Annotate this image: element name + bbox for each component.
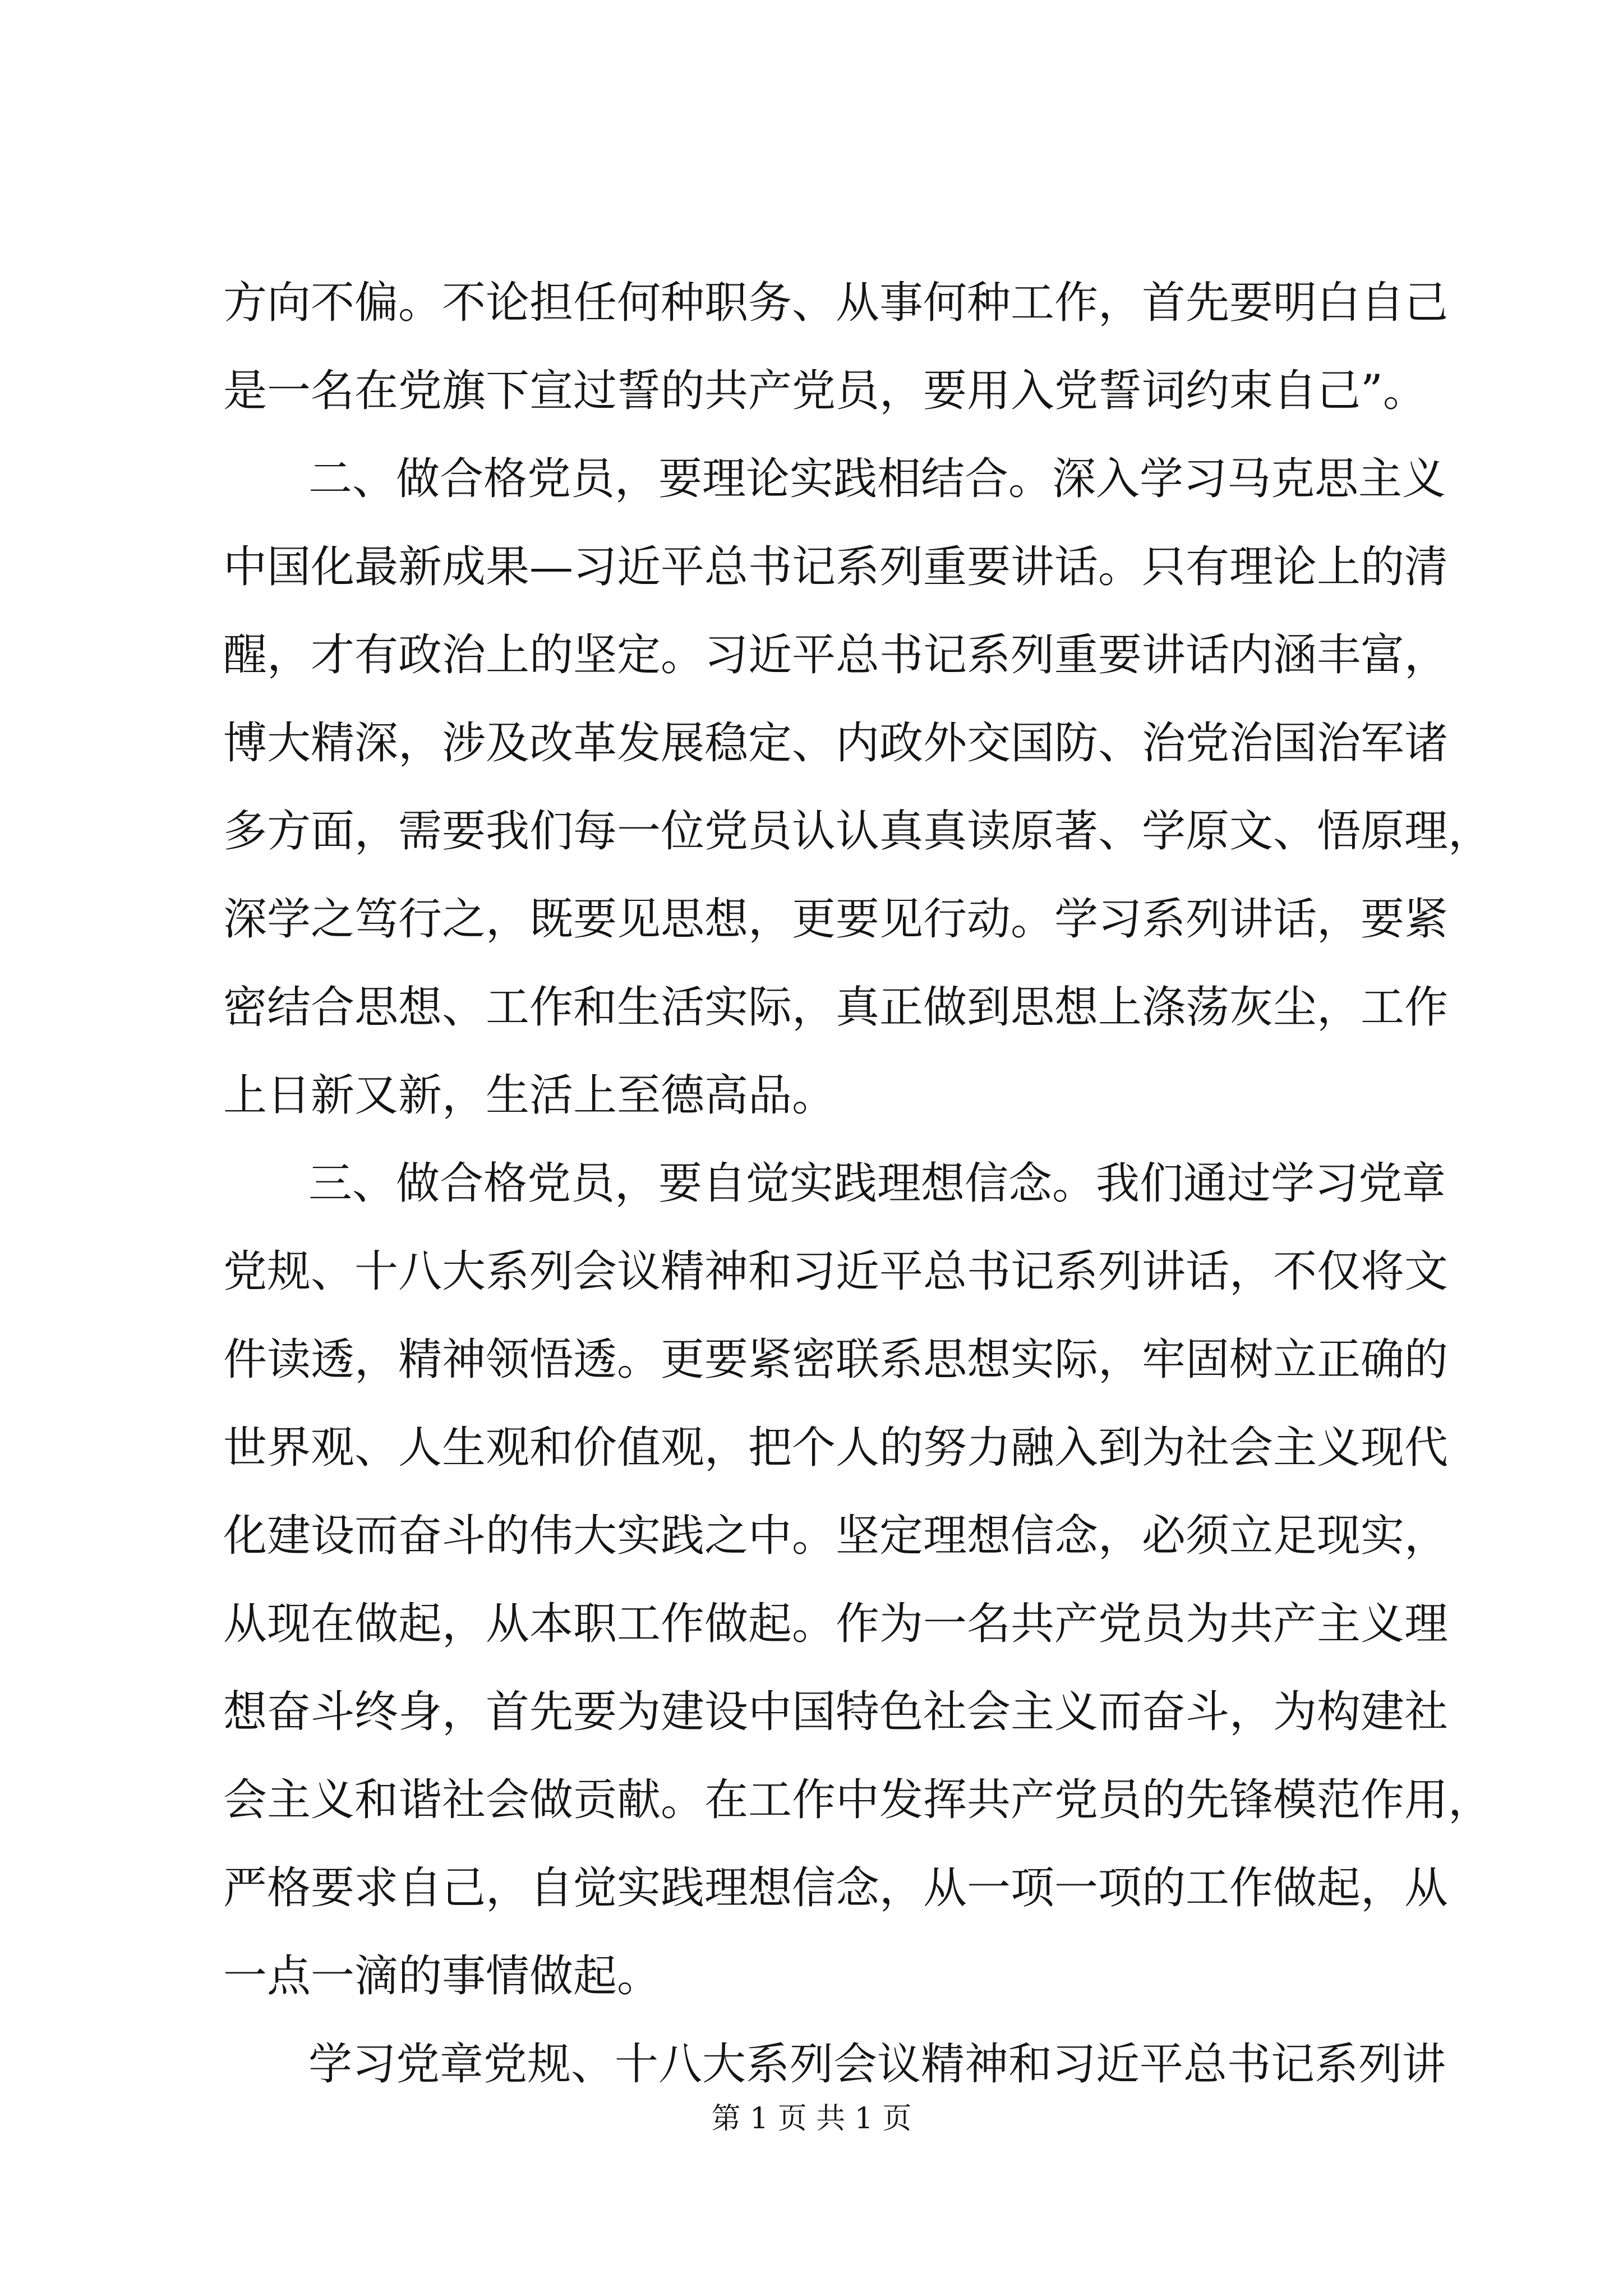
text-line: 化建设而奋斗的伟大实践之中。坚定理想信念，必须立足现实，	[223, 1511, 1449, 1561]
text-line: 严格要求自己，自觉实践理想信念，从一项一项的工作做起，从	[223, 1863, 1449, 1913]
text-line: 世界观、人生观和价值观，把个人的努力融入到为社会主义现代	[223, 1423, 1449, 1473]
document-body	[223, 259, 1492, 2109]
text-line: 多方面，需要我们每一位党员认认真真读原著、学原文、悟原理，	[223, 806, 1492, 857]
text-line: 从现在做起，从本职工作做起。作为一名共产党员为共产主义理	[223, 1599, 1449, 1649]
text-line: 三、做合格党员，要自觉实践理想信念。我们通过学习党章	[308, 1158, 1446, 1209]
text-line: 想奋斗终身，首先要为建设中国特色社会主义而奋斗，为构建社	[223, 1687, 1449, 1737]
text-line: 方向不偏。不论担任何种职务、从事何种工作，首先要明白自己	[223, 278, 1449, 328]
text-line: 醒，才有政治上的坚定。习近平总书记系列重要讲话内涵丰富，	[223, 630, 1449, 680]
text-line: 是一名在党旗下宣过誓的共产党员，要用入党誓词约束自己”。	[223, 366, 1427, 416]
text-line: 会主义和谐社会做贡献。在工作中发挥共产党员的先锋模范作用，	[223, 1775, 1492, 1825]
text-line: 中国化最新成果—习近平总书记系列重要讲话。只有理论上的清	[223, 542, 1449, 592]
page-footer: 第 1 页 共 1 页	[711, 2102, 912, 2136]
text-line: 件读透，精神领悟透。更要紧密联系思想实际，牢固树立正确的	[223, 1335, 1449, 1385]
text-line: 密结合思想、工作和生活实际，真正做到思想上涤荡灰尘，工作	[223, 982, 1449, 1033]
text-line: 二、做合格党员，要理论实践相结合。深入学习马克思主义	[308, 454, 1446, 504]
text-line: 博大精深，涉及改革发展稳定、内政外交国防、治党治国治军诸	[223, 718, 1449, 769]
text-line: 一点一滴的事情做起。	[223, 1951, 661, 2001]
text-line: 学习党章党规、十八大系列会议精神和习近平总书记系列讲	[308, 2039, 1446, 2090]
text-line: 党规、十八大系列会议精神和习近平总书记系列讲话，不仅将文	[223, 1246, 1449, 1297]
text-line: 深学之笃行之，既要见思想，更要见行动。学习系列讲话，要紧	[223, 894, 1449, 945]
text-line: 上日新又新，生活上至德高品。	[223, 1070, 836, 1121]
